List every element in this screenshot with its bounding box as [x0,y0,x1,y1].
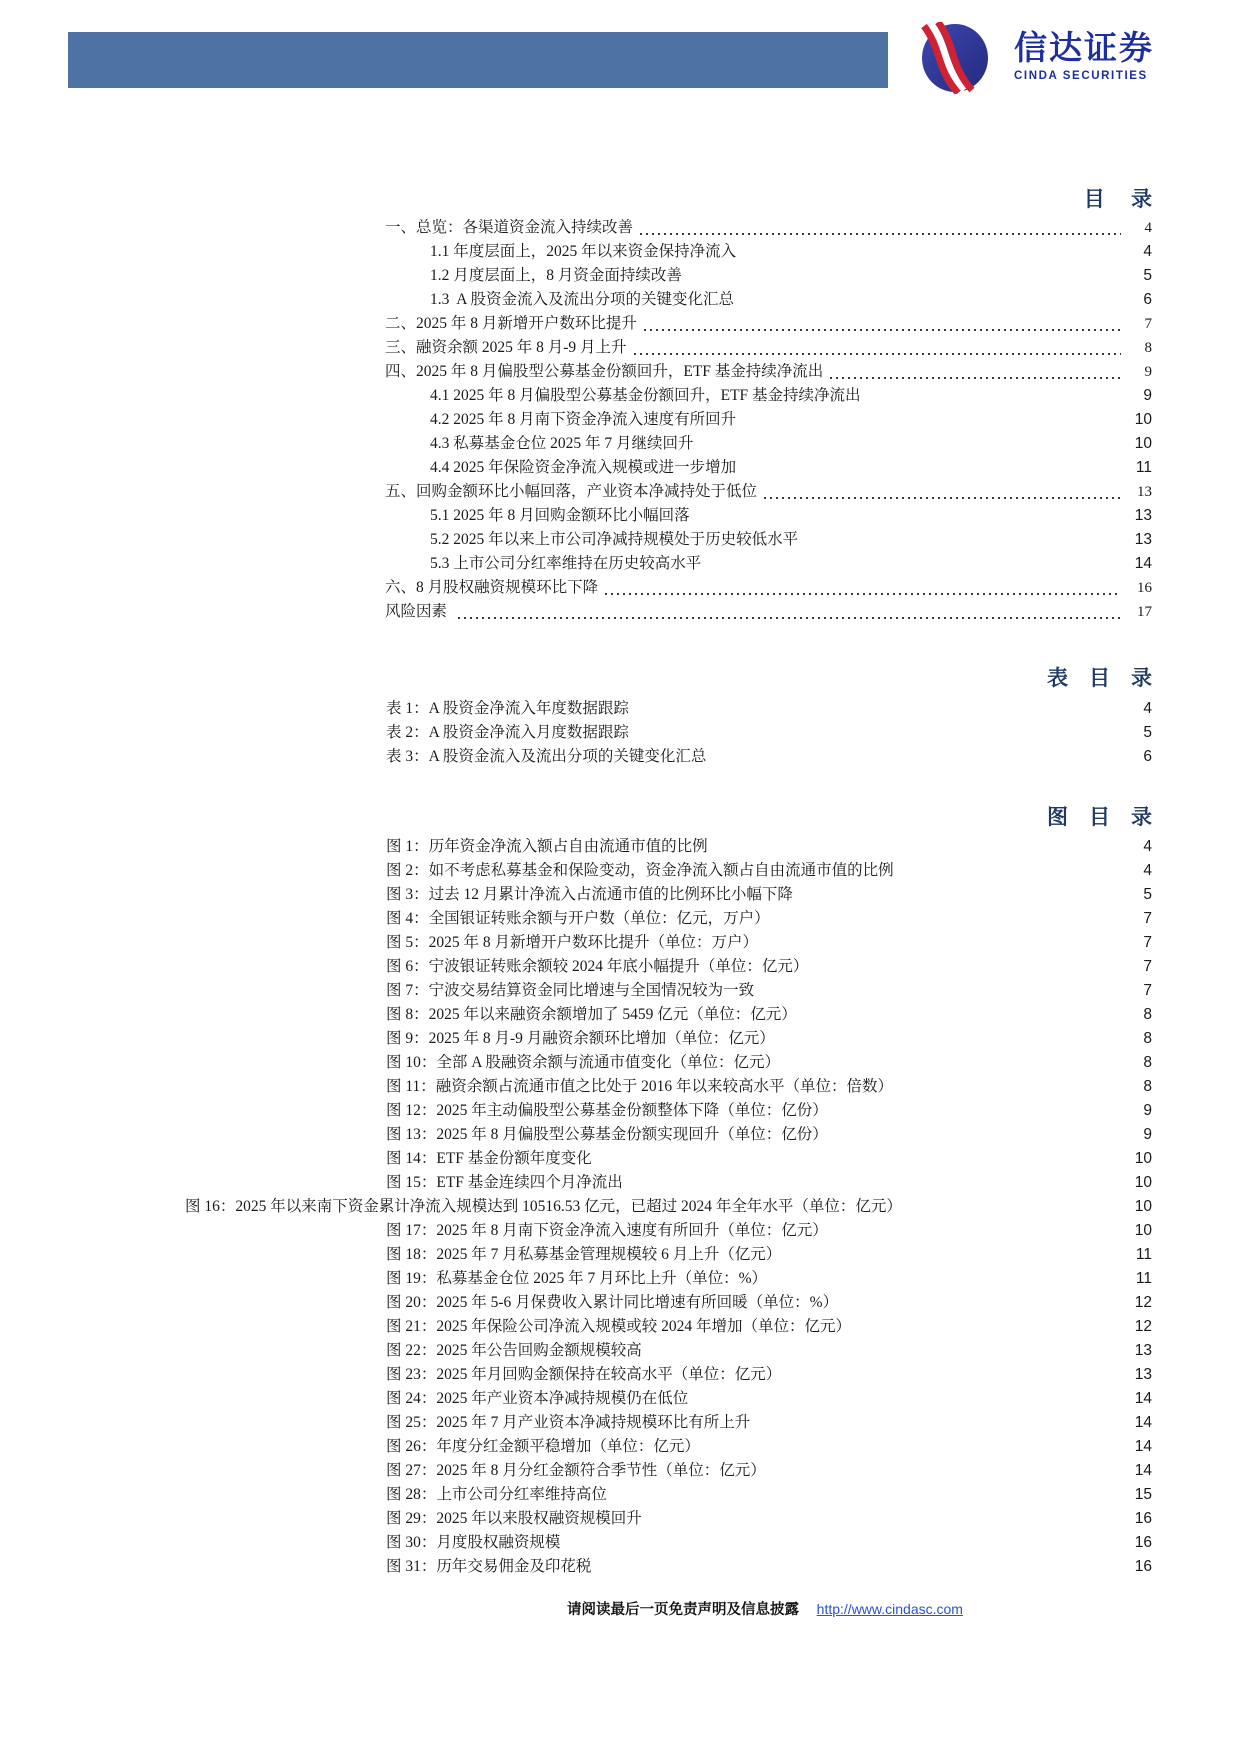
toc-entry-text: 表 2：A 股资金净流入月度数据跟踪 [386,724,629,741]
cinda-logo [900,22,1154,94]
figure-entry[interactable] [185,1123,1152,1147]
toc-entry-text: 图 14：ETF 基金份额年度变化 [386,1150,592,1167]
toc-entry-text: 一、总览：各渠道资金流入持续改善 [385,219,634,236]
disclaimer-text: 请阅读最后一页免责声明及信息披露 [567,1602,800,1618]
page-number: 14 [1134,1390,1152,1407]
toc-entry-text: 图 16：2025 年以来南下资金累计净流入规模达到 10516.53 亿元，已超过 2024 年全年水平（单位：亿元） [185,1198,902,1215]
toc-entry-text: 1.1 年度层面上，2025 年以来资金保持净流入 [430,243,737,260]
logo-cn-name: 信达证券 [1014,31,1154,68]
page-number: 12 [1134,1318,1152,1335]
toc-entry-text: 三、融资余额 2025 年 8 月-9 月上升 [385,339,627,356]
toc-entry-text: 图 30：月度股权融资规模 [386,1534,561,1551]
toc-entry[interactable] [385,600,1152,624]
page-number: 10 [1134,435,1152,452]
dot-leader [835,1219,1121,1243]
toc-entry-text: 图 12：2025 年主动偏股型公募基金份额整体下降（单位：亿份） [386,1102,828,1119]
toc-entry-text: 图 3：过去 12 月累计净流入占流通市值的比例环比小幅下降 [386,886,793,903]
tables-title: 表 目 录 [1047,666,1152,690]
cindasc-url-link[interactable]: http://www.cindasc.com [816,1601,963,1617]
page-number: 5 [1143,724,1152,741]
dot-leader [640,216,1121,240]
dot-leader [636,697,1121,721]
page-number: 14 [1134,1414,1152,1431]
toc-entry-text: 图 1：历年资金净流入额占自由流通市值的比例 [386,838,708,855]
dot-leader [835,1123,1121,1147]
page-number: 8 [1143,1006,1152,1023]
page-number: 6 [1143,748,1152,765]
page-number: 14 [1134,555,1152,572]
toc-entry-text: 图 8：2025 年以来融资余额增加了 5459 亿元（单位：亿元） [386,1006,797,1023]
dot-leader [743,456,1121,480]
figure-entry[interactable] [185,1243,1152,1267]
toc-entry-text: 图 17：2025 年 8 月南下资金净流入速度有所回升（单位：亿元） [386,1222,828,1239]
figure-entry[interactable] [185,1507,1152,1531]
toc-entry-text: 图 9：2025 年 8 月-9 月融资余额环比增加（单位：亿元） [386,1030,775,1047]
dot-leader [900,1075,1121,1099]
figure-entry[interactable] [185,931,1152,955]
figure-entry[interactable] [185,1027,1152,1051]
toc-entry-text: 4.3 私募基金仓位 2025 年 7 月继续回升 [430,435,694,452]
page-number: 11 [1135,459,1152,476]
figure-entry[interactable] [185,1219,1152,1243]
dot-leader [649,1507,1121,1531]
toc-entry-text: 图 20：2025 年 5-6 月保费收入累计同比增速有所回暖（单位：%） [386,1294,839,1311]
tables-list [386,697,1152,769]
page-number: 8 [1143,1054,1152,1071]
dot-leader [713,745,1121,769]
page-number: 13 [1134,507,1152,524]
toc-entry[interactable] [385,312,1152,336]
toc-entry[interactable] [385,240,1152,264]
page-number: 8 [1143,1030,1152,1047]
page-number: 10 [1134,1198,1152,1215]
figures-title: 图 目 录 [1047,805,1152,829]
toc-entry[interactable] [385,264,1152,288]
toc-entry[interactable] [385,456,1152,480]
dot-leader [599,1147,1121,1171]
toc-entry-text: 图 7：宁波交易结算资金同比增速与全国情况较为一致 [386,982,755,999]
figure-entry[interactable] [185,1075,1152,1099]
toc-entry-text: 4.2 2025 年 8 月南下资金净流入速度有所回升 [430,411,737,428]
figure-entry[interactable] [185,1339,1152,1363]
page-number: 6 [1143,291,1152,308]
toc-entry-text: 图 24：2025 年产业资本净减持规模仍在低位 [386,1390,689,1407]
page-number: 14 [1134,1438,1152,1455]
dot-leader [636,721,1121,745]
dot-leader [858,1315,1121,1339]
table-entry[interactable] [386,745,1152,769]
figure-entry[interactable] [185,979,1152,1003]
dot-leader [845,1291,1121,1315]
toc-entry-text: 图 2：如不考虑私募基金和保险变动，资金净流入额占自由流通市值的比例 [386,862,894,879]
page-number: 7 [1143,982,1152,999]
dot-leader [697,504,1121,528]
toc-entry-text: 图 15：ETF 基金连续四个月净流出 [386,1174,623,1191]
toc-entry-text: 图 13：2025 年 8 月偏股型公募基金份额实现回升（单位：亿份） [386,1126,828,1143]
page-number: 7 [1143,910,1152,927]
toc-entry-text: 4.1 2025 年 8 月偏股型公募基金份额回升，ETF 基金持续净流出 [430,387,861,404]
toc-entry-text: 图 31：历年交易佣金及印花税 [386,1558,592,1575]
dot-leader [804,1003,1121,1027]
page-number: 8 [1144,340,1152,356]
dot-leader [830,360,1121,384]
page-number: 4 [1143,862,1152,879]
toc-entry[interactable] [385,360,1152,384]
page-number: 4 [1143,838,1152,855]
page-number: 12 [1134,1294,1152,1311]
page-number: 17 [1137,604,1152,620]
page-number: 10 [1134,411,1152,428]
toc-entry[interactable] [385,432,1152,456]
toc-entry-text: 表 1：A 股资金净流入年度数据跟踪 [386,700,629,717]
page-number: 10 [1134,1150,1152,1167]
toc-entry-text: 1.3 A 股资金流入及流出分项的关键变化汇总 [430,291,734,308]
toc-title: 目 录 [1083,187,1152,211]
header-accent-bar [68,32,888,88]
page-footer [380,1598,1150,1619]
page-number: 7 [1144,316,1152,332]
toc-entry-text: 图 26：年度分红金额平稳增加（单位：亿元） [386,1438,700,1455]
page-number: 8 [1143,1078,1152,1095]
toc-entry-text: 5.2 2025 年以来上市公司净减持规模处于历史较低水平 [430,531,799,548]
toc-entry-text: 图 19：私募基金仓位 2025 年 7 月环比上升（单位：%） [386,1270,768,1287]
toc-entry-text: 图 22：2025 年公告回购金额规模较高 [386,1342,642,1359]
dot-leader [909,1195,1121,1219]
page-number: 13 [1137,484,1152,500]
toc-entry-text: 五、回购金额环比小幅回落，产业资本净减持处于低位 [385,483,758,500]
figure-entry[interactable] [185,1483,1152,1507]
dot-leader [644,312,1121,336]
page-number: 16 [1137,580,1152,596]
dot-leader [800,883,1121,907]
dot-leader [774,1267,1121,1291]
toc-entry-text: 风险因素 [385,603,451,620]
dot-leader [649,1339,1121,1363]
figure-entry[interactable] [185,883,1152,907]
toc-entry-text: 4.4 2025 年保险资金净流入规模或进一步增加 [430,459,737,476]
toc-entry-text: 图 10：全部 A 股融资余额与流通市值变化（单位：亿元） [386,1054,780,1071]
figure-entry[interactable] [185,1315,1152,1339]
toc-entry-text: 二、2025 年 8 月新增开户数环比提升 [385,315,637,332]
figure-entry[interactable] [185,955,1152,979]
toc-entry[interactable] [385,504,1152,528]
toc-entry-text: 四、2025 年 8 月偏股型公募基金份额回升，ETF 基金持续净流出 [385,363,824,380]
figure-entry[interactable] [185,1555,1152,1579]
page-number: 9 [1143,1126,1152,1143]
toc-entry-text: 图 23：2025 年月回购金额保持在较高水平（单位：亿元） [386,1366,782,1383]
dot-leader [634,336,1121,360]
toc-entry-text: 图 27：2025 年 8 月分红金额符合季节性（单位：亿元） [386,1462,766,1479]
page-number: 4 [1144,220,1152,236]
dot-leader [765,931,1121,955]
toc-entry[interactable] [385,552,1152,576]
figure-entry[interactable] [185,1099,1152,1123]
dot-leader [707,1435,1121,1459]
toc-entry[interactable] [385,576,1152,600]
dot-leader [773,1459,1121,1483]
logo-en-name: CINDA SECURITIES [1014,70,1148,83]
page-number: 4 [1143,243,1152,260]
figure-entry[interactable] [185,859,1152,883]
toc-entry-text: 图 21：2025 年保险公司净流入规模或较 2024 年增加（单位：亿元） [386,1318,852,1335]
dot-leader [458,600,1121,624]
toc-entry[interactable] [385,384,1152,408]
dot-leader [835,1099,1121,1123]
figure-entry[interactable] [185,1003,1152,1027]
dot-leader [598,1555,1121,1579]
cinda-logo-icon [900,22,1004,94]
figure-entry[interactable] [185,1459,1152,1483]
dot-leader [695,1387,1121,1411]
toc-entry-text: 图 29：2025 年以来股权融资规模回升 [386,1510,642,1527]
dot-leader [757,1411,1121,1435]
page-number: 13 [1134,1366,1152,1383]
dot-leader [764,480,1121,504]
page-number: 7 [1143,934,1152,951]
page-number: 16 [1134,1558,1152,1575]
page-number: 10 [1134,1174,1152,1191]
toc-entry[interactable] [385,528,1152,552]
cinda-logo-text [1014,33,1154,83]
dot-leader [805,528,1121,552]
page-number: 15 [1134,1486,1152,1503]
toc-entry[interactable] [385,216,1152,240]
figure-entry[interactable] [185,1195,1152,1219]
figure-entry[interactable] [185,907,1152,931]
dot-leader [868,384,1121,408]
figure-entry[interactable] [185,1051,1152,1075]
toc-list [385,216,1152,624]
table-entry[interactable] [386,697,1152,721]
dot-leader [689,264,1121,288]
toc-entry-text: 图 4：全国银证转账余额与开户数（单位：亿元，万户） [386,910,770,927]
page-number: 11 [1135,1270,1152,1287]
toc-entry-text: 5.1 2025 年 8 月回购金额环比小幅回落 [430,507,690,524]
dot-leader [614,1483,1121,1507]
figure-entry[interactable] [185,1531,1152,1555]
figure-entry[interactable] [185,1147,1152,1171]
toc-entry-text: 六、8 月股权融资规模环比下降 [385,579,599,596]
page-number: 11 [1135,1246,1152,1263]
toc-entry-text: 1.2 月度层面上，8 月资金面持续改善 [430,267,682,284]
figure-entry[interactable] [185,1171,1152,1195]
toc-entry[interactable] [385,336,1152,360]
dot-leader [788,1243,1121,1267]
dot-leader [761,979,1121,1003]
page-number: 9 [1144,364,1152,380]
toc-entry-text: 图 25：2025 年 7 月产业资本净减持规模环比有所上升 [386,1414,751,1431]
toc-entry-text: 表 3：A 股资金流入及流出分项的关键变化汇总 [386,748,707,765]
figure-entry[interactable] [185,1291,1152,1315]
figures-list [185,835,1152,1579]
toc-entry[interactable] [385,408,1152,432]
toc-entry-text: 5.3 上市公司分红率维持在历史较高水平 [430,555,702,572]
page-number: 16 [1134,1534,1152,1551]
dot-leader [743,408,1121,432]
page-number: 4 [1143,700,1152,717]
dot-leader [715,835,1121,859]
page-number: 14 [1134,1462,1152,1479]
figure-entry[interactable] [185,1267,1152,1291]
figure-entry[interactable] [185,835,1152,859]
page-number: 5 [1143,886,1152,903]
toc-entry-text: 图 6：宁波银证转账余额较 2024 年底小幅提升（单位：亿元） [386,958,809,975]
dot-leader [901,859,1121,883]
toc-entry-text: 图 28：上市公司分红率维持高位 [386,1486,607,1503]
table-entry[interactable] [386,721,1152,745]
dot-leader [708,552,1121,576]
toc-entry-text: 图 11：融资余额占流通市值之比处于 2016 年以来较高水平（单位：倍数） [386,1078,894,1095]
dot-leader [567,1531,1121,1555]
page-number: 5 [1143,267,1152,284]
dot-leader [605,576,1121,600]
dot-leader [777,907,1121,931]
dot-leader [788,1363,1121,1387]
toc-entry[interactable] [385,288,1152,312]
page-number: 9 [1143,1102,1152,1119]
dot-leader [815,955,1121,979]
toc-entry-text: 图 18：2025 年 7 月私募基金管理规模较 6 月上升（亿元） [386,1246,782,1263]
dot-leader [787,1051,1121,1075]
dot-leader [741,288,1121,312]
page-number: 13 [1134,1342,1152,1359]
page-number: 9 [1143,387,1152,404]
dot-leader [630,1171,1121,1195]
toc-entry-text: 图 5：2025 年 8 月新增开户数环比提升（单位：万户） [386,934,759,951]
dot-leader [701,432,1121,456]
page-number: 10 [1134,1222,1152,1239]
page-number: 13 [1134,531,1152,548]
figure-entry[interactable] [185,1363,1152,1387]
figure-entry[interactable] [185,1435,1152,1459]
dot-leader [743,240,1121,264]
page-number: 16 [1134,1510,1152,1527]
figure-entry[interactable] [185,1411,1152,1435]
page-number: 7 [1143,958,1152,975]
figure-entry[interactable] [185,1387,1152,1411]
toc-entry[interactable] [385,480,1152,504]
dot-leader [782,1027,1121,1051]
